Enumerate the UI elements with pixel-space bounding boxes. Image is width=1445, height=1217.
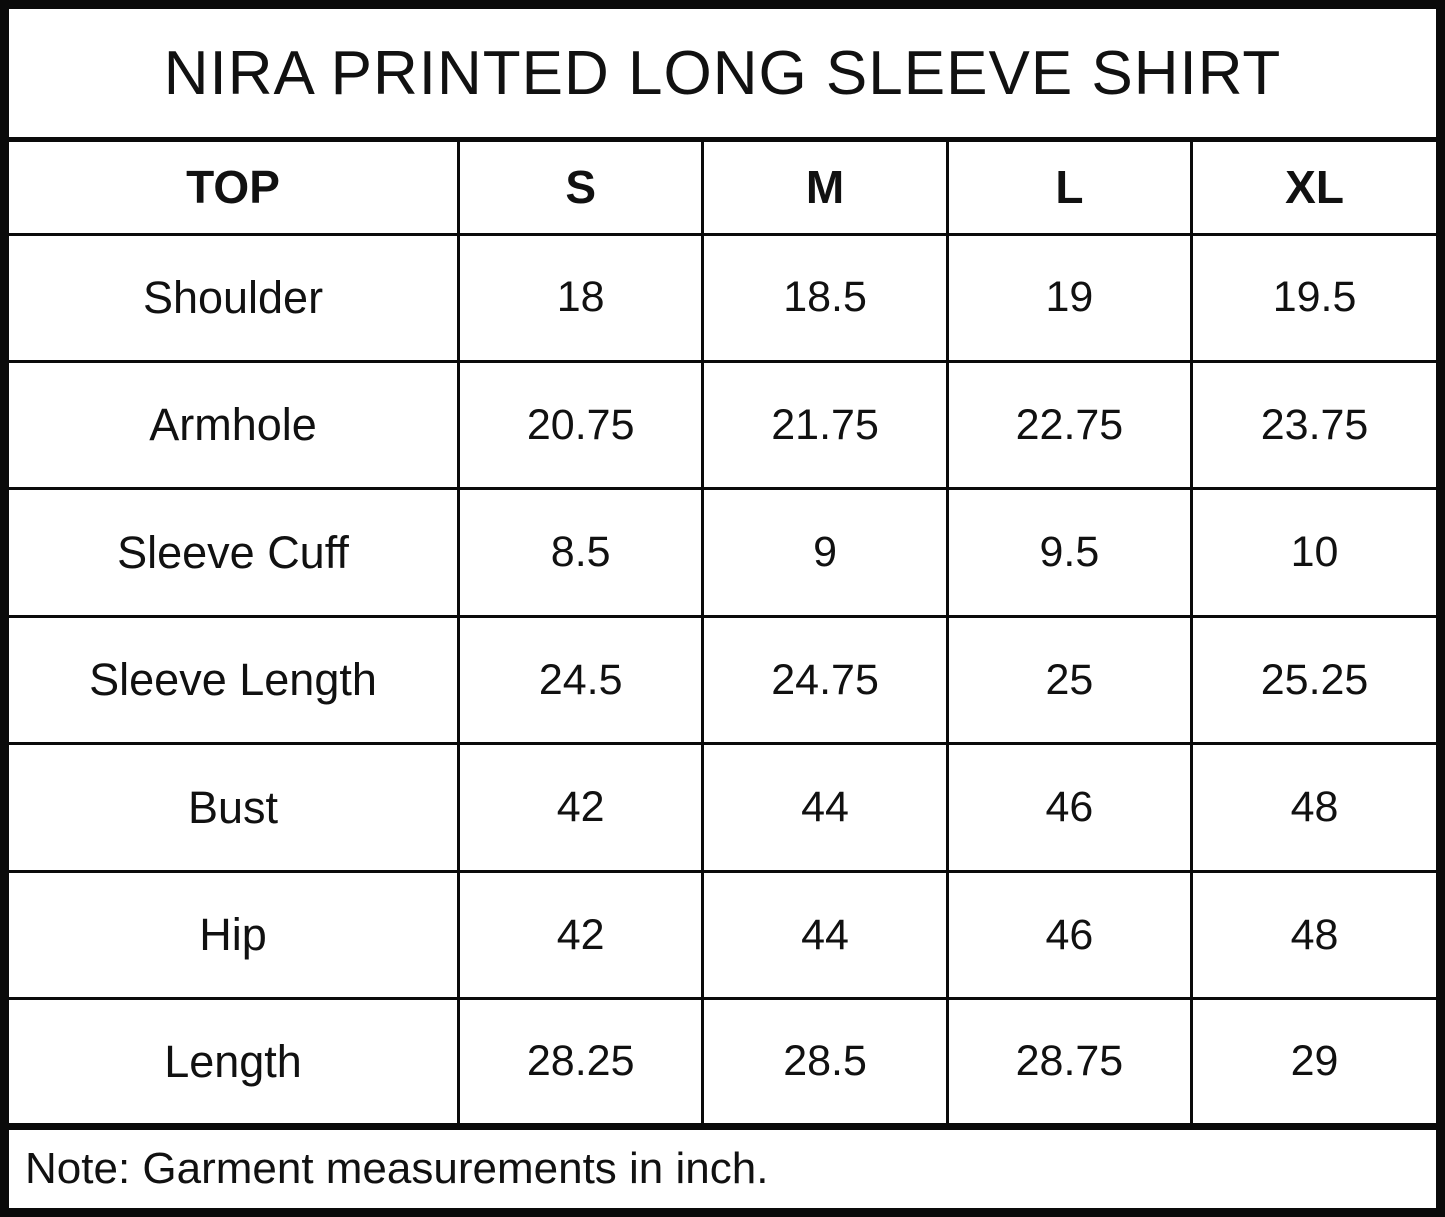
cell-value: 18 xyxy=(459,234,703,361)
note-text: Note: Garment measurements in inch. xyxy=(9,1123,1436,1208)
cell-value: 44 xyxy=(703,871,947,998)
row-label: Length xyxy=(9,999,459,1123)
column-header-top: TOP xyxy=(9,142,459,234)
row-label: Bust xyxy=(9,744,459,871)
cell-value: 24.75 xyxy=(703,616,947,743)
row-label: Sleeve Cuff xyxy=(9,489,459,616)
row-label: Shoulder xyxy=(9,234,459,361)
cell-value: 44 xyxy=(703,744,947,871)
cell-value: 42 xyxy=(459,744,703,871)
column-header-m: M xyxy=(703,142,947,234)
cell-value: 8.5 xyxy=(459,489,703,616)
table-row-hip xyxy=(9,871,1436,998)
row-label: Armhole xyxy=(9,361,459,488)
table-row-shoulder xyxy=(9,234,1436,361)
chart-title: NIRA PRINTED LONG SLEEVE SHIRT xyxy=(9,9,1436,142)
cell-value: 19.5 xyxy=(1192,234,1436,361)
table-row-length xyxy=(9,999,1436,1123)
cell-value: 22.75 xyxy=(947,361,1191,488)
cell-value: 29 xyxy=(1192,999,1436,1123)
cell-value: 25 xyxy=(947,616,1191,743)
cell-value: 42 xyxy=(459,871,703,998)
cell-value: 21.75 xyxy=(703,361,947,488)
column-header-s: S xyxy=(459,142,703,234)
table-row-sleeve-cuff xyxy=(9,489,1436,616)
cell-value: 48 xyxy=(1192,871,1436,998)
cell-value: 28.25 xyxy=(459,999,703,1123)
row-label: Sleeve Length xyxy=(9,616,459,743)
cell-value: 48 xyxy=(1192,744,1436,871)
cell-value: 9 xyxy=(703,489,947,616)
table-row-sleeve-length xyxy=(9,616,1436,743)
table-row-bust xyxy=(9,744,1436,871)
cell-value: 20.75 xyxy=(459,361,703,488)
size-table xyxy=(9,142,1436,1123)
cell-value: 10 xyxy=(1192,489,1436,616)
cell-value: 28.5 xyxy=(703,999,947,1123)
cell-value: 46 xyxy=(947,744,1191,871)
cell-value: 28.75 xyxy=(947,999,1191,1123)
cell-value: 23.75 xyxy=(1192,361,1436,488)
row-label: Hip xyxy=(9,871,459,998)
table-row-armhole xyxy=(9,361,1436,488)
column-header-l: L xyxy=(947,142,1191,234)
cell-value: 9.5 xyxy=(947,489,1191,616)
cell-value: 46 xyxy=(947,871,1191,998)
header-row xyxy=(9,142,1436,234)
cell-value: 18.5 xyxy=(703,234,947,361)
cell-value: 24.5 xyxy=(459,616,703,743)
column-header-xl: XL xyxy=(1192,142,1436,234)
cell-value: 19 xyxy=(947,234,1191,361)
cell-value: 25.25 xyxy=(1192,616,1436,743)
